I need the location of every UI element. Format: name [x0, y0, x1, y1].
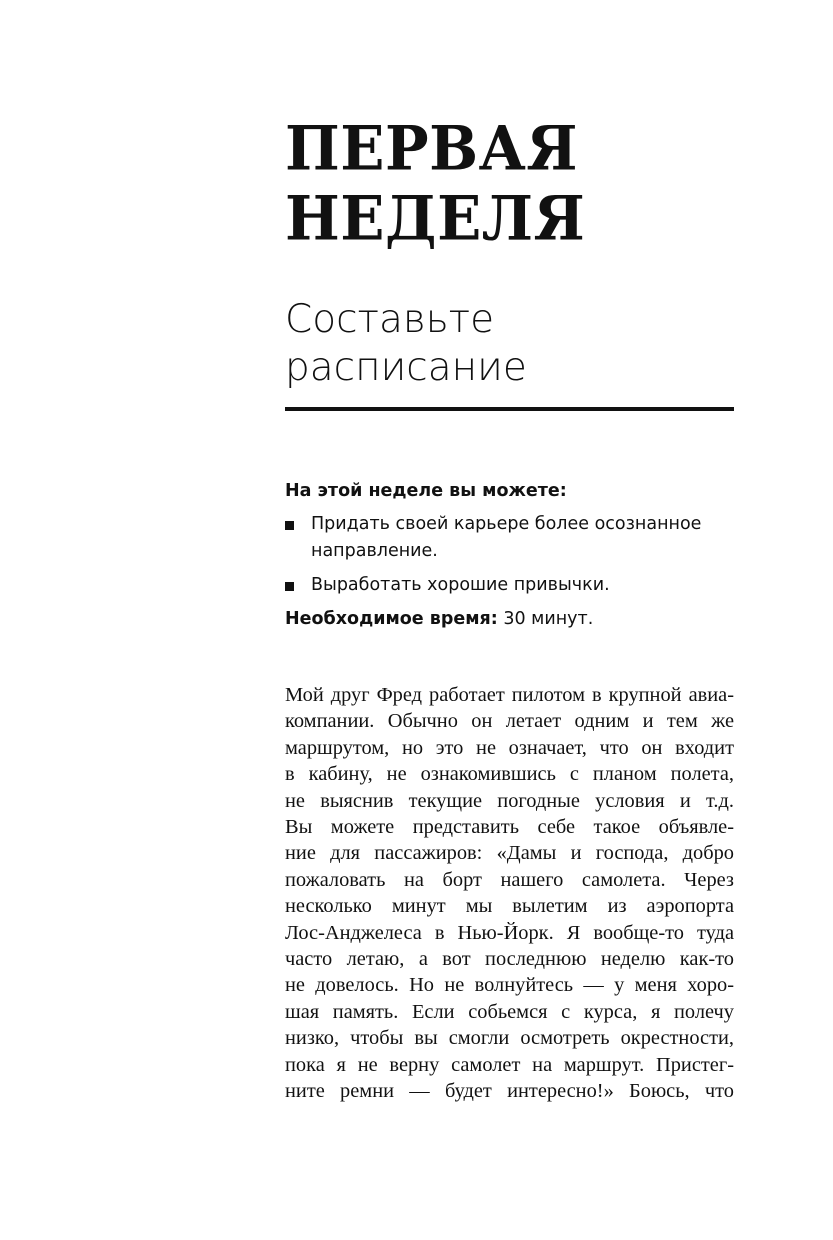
goal-text-line: Выработать хорошие привычки. [311, 575, 610, 595]
goal-item [285, 511, 734, 565]
body-line: пока я не верну самолет на маршрут. Пристег- [285, 1053, 734, 1076]
body-line: маршрутом, но это не означает, что он входит [285, 736, 734, 759]
body-line: Лос-Анджелеса в Нью-Йорк. Я вообще-то туда [285, 921, 734, 944]
body-line: ние для пассажиров: «Дамы и господа, добро [285, 842, 734, 865]
goal-list [285, 511, 734, 599]
week-summary [285, 478, 734, 633]
time-required-label: Необходимое время: [285, 609, 498, 629]
body-line: несколько минут мы вылетим из аэропорта [285, 895, 734, 918]
square-bullet-icon [285, 521, 294, 530]
time-required [285, 606, 734, 633]
body-line: в кабину, не ознакомившись с планом полета, [285, 763, 734, 786]
body-line: компании. Обычно он летает одним и тем же [285, 710, 734, 733]
goal-text-line: направление. [311, 541, 438, 561]
goal-item [285, 572, 734, 599]
body-line: ните ремни — будет интересно!» Боюсь, что [285, 1080, 734, 1103]
title-divider [285, 407, 734, 411]
time-required-value: 30 минут. [497, 609, 594, 629]
chapter-subtitle-line: Составьте [285, 297, 495, 342]
body-line: часто летаю, а вот последнюю неделю как-то [285, 948, 734, 971]
body-line: пожаловать на борт нашего самолета. Через [285, 868, 734, 891]
body-line: не довелось. Но не волнуйтесь — у меня хоро- [285, 974, 734, 997]
summary-heading: На этой неделе вы можете: [285, 481, 567, 501]
chapter-title-line: ПЕРВАЯ [285, 113, 578, 185]
chapter-subtitle-line: расписание [285, 345, 527, 390]
chapter-title-line: НЕДЕЛЯ [285, 183, 586, 255]
body-paragraph [285, 682, 734, 1105]
square-bullet-icon [285, 582, 294, 591]
goal-text-line: Придать своей карьере более осознанное [311, 514, 702, 534]
body-line: не выяснив текущие погодные условия и т.д. [285, 789, 734, 812]
chapter-subtitle [285, 296, 734, 392]
chapter-title [285, 112, 745, 255]
body-line: Мой друг Фред работает пилотом в крупной авиа- [285, 684, 734, 706]
body-line: Вы можете представить себе такое объявле- [285, 816, 734, 839]
body-line: шая память. Если собьемся с курса, я полечу [285, 1000, 734, 1023]
body-line: низко, чтобы вы смогли осмотреть окрестности, [285, 1027, 734, 1050]
